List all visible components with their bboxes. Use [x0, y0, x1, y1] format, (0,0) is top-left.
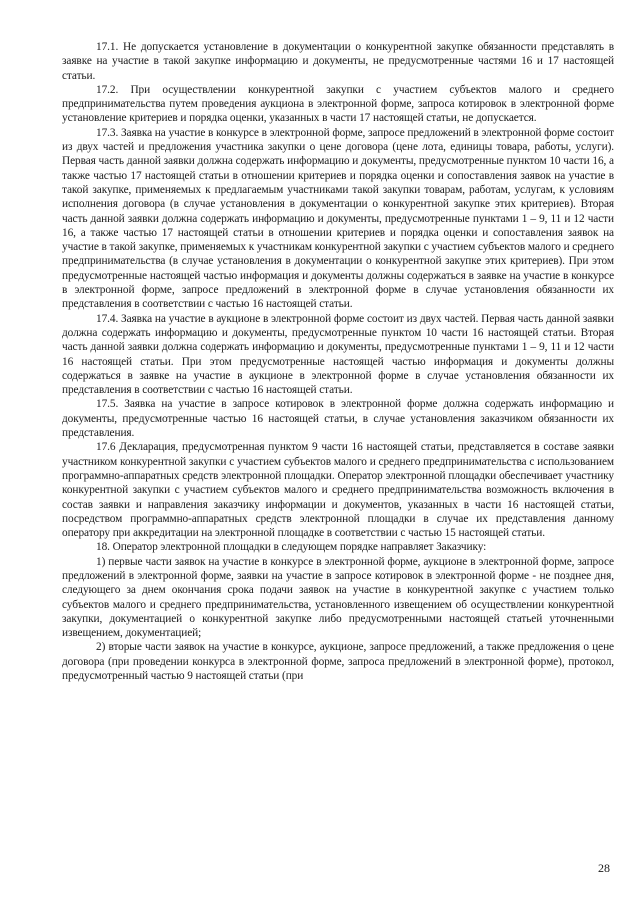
paragraph-17-6: 17.6 Декларация, предусмотренная пунктом 9 части 16 настоящей статьи, представляется в составе заявки участником конкурентной закупки с участием субъектов малого и среднего предпринимательства с использованием программно-аппаратных средств электронной площадки. Оператор электронной площадки обеспечивает участнику конкурентной закупки с участием субъектов малого и среднего предпринимательства возможность включения в состав заявки и направления заказчику информации и документов, указанных в части 16 настоящей статьи, посредством программно-аппаратных средств электронной площадки в случае их представления данному оператору при аккредитации на электронной площадке в соответствии с частью 15 настоящей статьи. [62, 441, 614, 540]
paragraph-17-1: 17.1. Не допускается установление в документации о конкурентной закупке обязанности представлять в заявке на участие в такой закупке информацию и документы, не предусмотренные частями 16 и 17 настоящей статьи. [62, 41, 614, 82]
paragraph-18-item-2: 2) вторые части заявок на участие в конкурсе, аукционе, запросе предложений, а также предложения о цене договора (при проведении конкурса в электронной форме, запроса предложений в электронной форме), протокол, предусмотренный частью 9 настоящей статьи (при [62, 641, 614, 683]
paragraph-17-5: 17.5. Заявка на участие в запросе котировок в электронной форме должна содержать информацию и документы, предусмотренные частью 16 настоящей статьи, в случае установления заказчиком обязанности их представления. [62, 398, 614, 440]
page-number: 28 [598, 861, 610, 875]
paragraph-18: 18. Оператор электронной площадки в следующем порядке направляет Заказчику: [96, 541, 487, 554]
paragraph-17-4: 17.4. Заявка на участие в аукционе в электронной форме состоит из двух частей. Первая часть данной заявки должна содержать информацию и документы, предусмотренные пунктом 10 части 16 настоящей статьи. Вторая часть данной заявки должна содержать информацию и документы, предусмотренные пунктами 1 – 9, 11 и 12 части 16 настоящей статьи. При этом предусмотренные настоящей частью информация и документы должны содержаться в заявке на участие в аукционе в электронной форме в случае установления обязанности их представления в соответствии с частью 16 настоящей статьи. [62, 312, 614, 397]
document-page [62, 40, 614, 683]
paragraph-18-item-1: 1) первые части заявок на участие в конкурсе в электронной форме, аукционе в электронной форме, запросе предложений в электронной форме, заявки на участие в запросе котировок в электронной форме - не позднее дня, следующего за днем окончания срока подачи заявок на участие в конкурентной закупке с участием только субъектов малого и среднего предпринимательства, установленного извещением об осуществлении конкурентной закупки, документацией о конкурентной закупке либо предусмотренными настоящей статьей уточненными извещением, документацией; [62, 555, 614, 640]
paragraph-17-3: 17.3. Заявка на участие в конкурсе в электронной форме, запросе предложений в электронной форме состоит из двух частей и предложения участника закупки о цене договора (цене лота, единицы товара, работы, услуги). Первая часть данной заявки должна содержать информацию и документы, предусмотренные пунктом 10 части 16, а также частью 17 настоящей статьи в отношении критериев и порядка оценки и сопоставления заявок на участие в такой закупке, применяемых к предлагаемым участниками такой закупки товарам, работам, услугам, к условиям исполнения договора (в случае установления в документации о конкурентной закупке этих критериев). Вторая часть данной заявки должна содержать информацию и документы, предусмотренные пунктами 1 – 9, 11 и 12 части 16, а также частью 17 настоящей статьи в отношении критериев и порядка оценки и сопоставления заявок на участие в такой закупке, применяемых к участникам конкурентной закупки с участием субъектов малого и среднего предпринимательства (в случае установления в документации о конкурентной закупке этих критериев). При этом предусмотренные настоящей частью информация и документы должны содержаться в заявке на участие в конкурсе в электронной форме, запросе предложений в электронной форме в случае установления обязанности их представления в соответствии с частью 16 настоящей статьи. [62, 126, 614, 311]
paragraph-17-2: 17.2. При осуществлении конкурентной закупки с участием субъектов малого и среднего предпринимательства путем проведения аукциона в электронной форме, запроса котировок в электронной форме установление критериев и порядка оценки, указанных в части 17 настоящей статьи, не допускается. [62, 83, 614, 125]
